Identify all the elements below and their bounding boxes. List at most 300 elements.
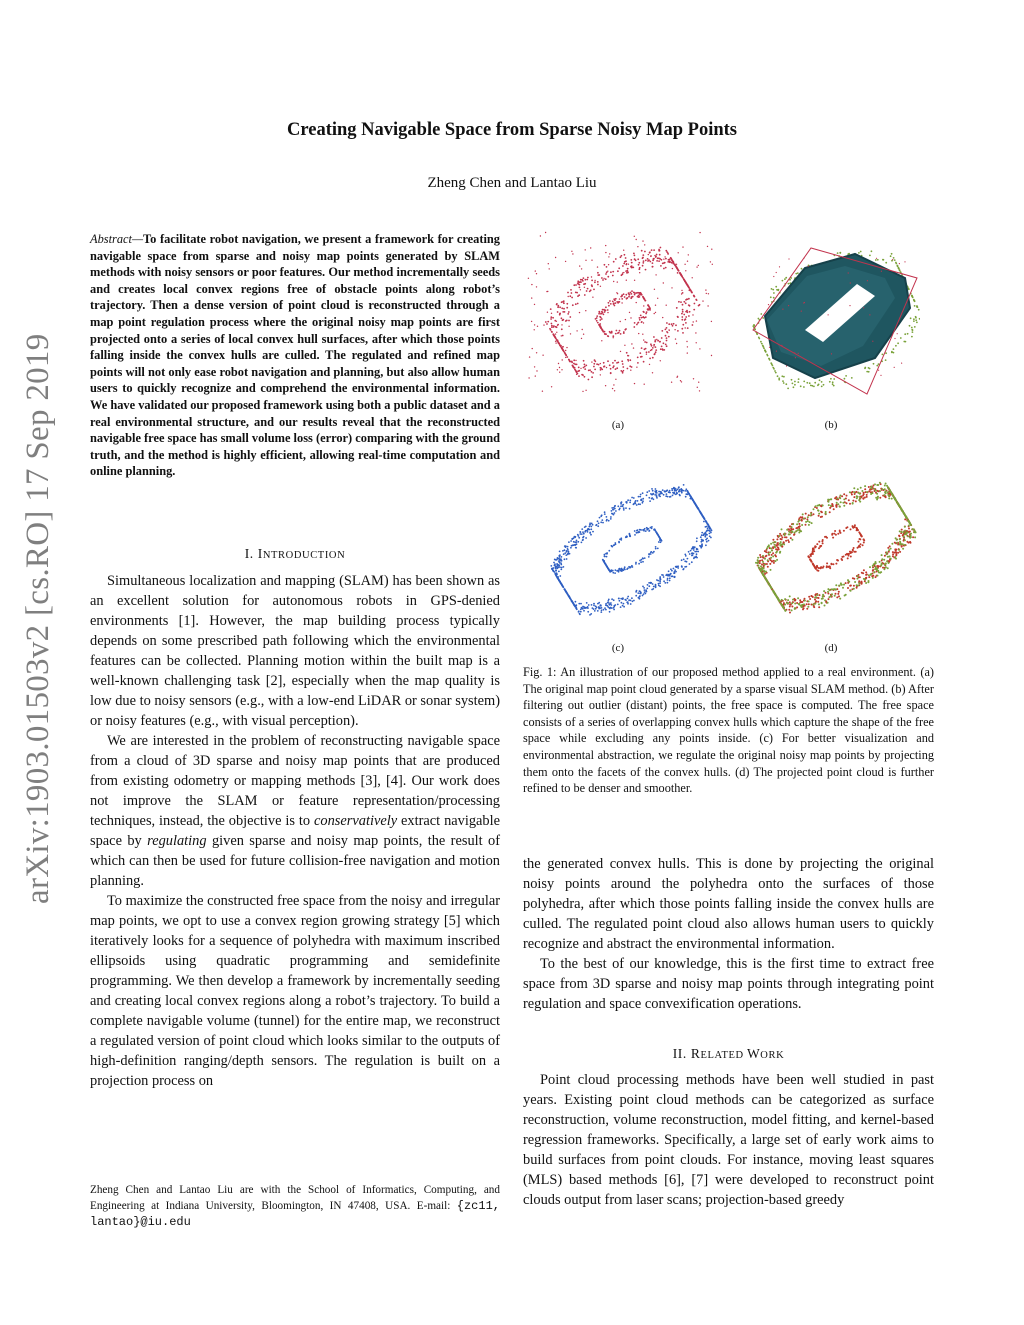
point-cloud-dot [659,493,661,495]
point-cloud-dot [558,579,560,581]
point-cloud-dot [633,600,635,602]
point-cloud-dot [762,555,764,557]
point-cloud-dot [691,555,693,557]
point-cloud-dot [528,377,529,378]
point-cloud-dot [570,547,572,549]
point-cloud-dot [546,323,548,325]
point-cloud-dot [556,559,558,561]
point-cloud-dot [881,271,882,272]
point-cloud-dot [614,360,616,362]
point-cloud-dot [843,584,845,586]
point-cloud-dot [550,308,552,310]
figure-1d-refined-points [748,470,923,620]
point-cloud-dot [882,567,884,569]
point-cloud-dot [783,376,785,378]
point-cloud-dot [828,566,830,568]
point-cloud-dot [646,494,648,496]
point-cloud-dot [703,521,705,523]
point-cloud-dot [576,374,577,375]
point-cloud-dot [636,292,638,294]
point-cloud-dot [610,516,612,518]
point-cloud-dot [626,501,628,503]
point-cloud-dot [597,272,599,274]
point-cloud-dot [660,265,662,267]
point-cloud-dot [876,365,878,367]
point-cloud-dot [612,271,614,273]
point-cloud-dot [591,260,592,261]
point-cloud-dot [604,264,606,266]
point-cloud-dot [693,553,695,555]
point-cloud-dot [629,365,631,367]
point-cloud-dot [603,278,604,279]
point-cloud-dot [775,555,777,557]
point-cloud-dot [662,317,663,318]
point-cloud-dot [672,495,674,497]
point-cloud-dot [821,602,823,604]
point-cloud-dot [890,548,892,550]
point-cloud-dot [904,539,906,541]
right-paragraph-2: To the best of our knowledge, this is the first time to extract free space from 3D sparse and noisy map points through integrating point regulation and space convexification operations. [523,956,934,1012]
point-cloud-dot [565,261,566,262]
point-cloud-dot [857,575,859,577]
point-cloud-dot [601,277,603,279]
point-cloud-dot [898,549,900,551]
point-cloud-dot [597,322,599,324]
point-cloud-dot [894,259,896,261]
point-cloud-dot [631,262,633,264]
point-cloud-dot [805,521,807,523]
point-cloud-dot [712,264,713,265]
point-cloud-dot [875,566,877,568]
point-cloud-dot [822,598,824,600]
point-cloud-dot [668,570,670,572]
point-cloud-dot [788,609,790,611]
point-cloud-dot [708,525,710,527]
point-cloud-dot [665,329,667,331]
point-cloud-dot [657,340,658,341]
point-cloud-dot [910,317,912,319]
point-cloud-dot [614,512,616,514]
point-cloud-dot [850,556,852,558]
point-cloud-dot [562,301,564,303]
point-cloud-dot [785,383,787,385]
point-cloud-dot [776,272,777,273]
point-cloud-dot [902,548,904,550]
point-cloud-dot [561,324,562,325]
point-cloud-dot [768,584,770,586]
point-cloud-dot [880,375,881,376]
point-cloud-dot [827,602,829,604]
point-cloud-dot [890,255,892,257]
point-cloud-dot [584,364,586,366]
point-cloud-dot [904,544,906,546]
point-cloud-dot [628,360,629,361]
point-cloud-dot [578,370,580,372]
point-cloud-dot [906,541,908,543]
point-cloud-dot [910,524,912,526]
point-cloud-dot [893,348,895,350]
point-cloud-dot [663,282,664,283]
point-cloud-dot [891,493,893,495]
point-cloud-dot [896,542,898,544]
point-cloud-dot [770,547,772,549]
point-cloud-dot [604,365,606,367]
point-cloud-dot [614,572,616,574]
point-cloud-dot [684,566,686,568]
point-cloud-dot [643,587,645,589]
point-cloud-dot [814,566,816,568]
point-cloud-dot [897,552,899,554]
point-cloud-dot [566,307,568,309]
point-cloud-dot [685,299,687,301]
point-cloud-dot [681,490,683,492]
point-cloud-dot [662,263,664,265]
point-cloud-dot [856,497,858,499]
point-cloud-dot [685,270,686,271]
point-cloud-dot [560,564,562,566]
point-cloud-dot [584,531,586,533]
point-cloud-dot [830,595,832,597]
point-cloud-dot [610,372,612,374]
point-cloud-dot [852,527,854,529]
point-cloud-dot [707,527,709,529]
point-cloud-dot [806,518,808,520]
point-cloud-dot [551,313,552,314]
point-cloud-dot [822,596,824,598]
point-cloud-dot [558,342,559,343]
point-cloud-dot [554,563,556,565]
point-cloud-dot [611,332,613,334]
point-cloud-dot [663,576,665,578]
point-cloud-dot [771,550,773,552]
point-cloud-dot [833,508,835,510]
point-cloud-dot [641,529,643,531]
point-cloud-dot [683,279,685,281]
point-cloud-dot [621,360,623,362]
point-cloud-dot [853,585,855,587]
point-cloud-dot [894,497,896,499]
point-cloud-dot [628,355,629,356]
point-cloud-dot [535,270,536,271]
point-cloud-dot [607,312,608,313]
point-cloud-dot [571,361,573,363]
point-cloud-dot [608,520,610,522]
point-cloud-dot [852,491,854,493]
point-cloud-dot [916,322,918,324]
point-cloud-dot [585,537,587,539]
point-cloud-dot [614,390,615,391]
point-cloud-dot [683,568,685,570]
point-cloud-dot [599,319,601,321]
point-cloud-dot [622,273,624,275]
point-cloud-dot [904,333,906,335]
point-cloud-dot [762,317,764,319]
point-cloud-dot [660,541,662,543]
point-cloud-dot [534,304,535,305]
point-cloud-dot [858,580,860,582]
point-cloud-dot [643,593,645,595]
point-cloud-dot [570,289,572,291]
point-cloud-dot [634,255,636,257]
point-cloud-dot [644,589,646,591]
point-cloud-dot [899,263,900,264]
point-cloud-dot [636,324,638,326]
point-cloud-dot [650,551,652,553]
point-cloud-dot [671,570,673,572]
point-cloud-dot [531,321,532,322]
point-cloud-dot [636,367,637,368]
point-cloud-dot [651,249,653,251]
point-cloud-dot [781,375,783,377]
point-cloud-dot [804,598,806,600]
point-cloud-dot [559,551,561,553]
point-cloud-dot [631,297,632,298]
point-cloud-dot [683,314,685,316]
point-cloud-dot [839,495,841,497]
point-cloud-dot [555,341,556,342]
point-cloud-dot [707,523,709,525]
point-cloud-dot [655,492,657,494]
point-cloud-dot [659,581,661,583]
point-cloud-dot [646,354,647,355]
point-cloud-dot [905,341,907,343]
point-cloud-dot [781,543,783,545]
point-cloud-dot [769,563,771,565]
point-cloud-dot [846,495,848,497]
point-cloud-dot [860,251,862,253]
point-cloud-dot [892,555,894,557]
point-cloud-dot [865,574,867,576]
point-cloud-dot [871,486,873,488]
point-cloud-dot [674,492,676,494]
point-cloud-dot [804,257,805,258]
point-cloud-dot [907,535,909,537]
point-cloud-dot [772,365,774,367]
point-cloud-dot [594,361,596,363]
point-cloud-dot [852,549,854,551]
point-cloud-dot [909,541,911,543]
point-cloud-dot [650,493,652,495]
point-cloud-dot [679,273,681,275]
point-cloud-dot [778,535,780,537]
point-cloud-dot [630,292,632,294]
point-cloud-dot [769,359,771,361]
point-cloud-dot [638,333,639,334]
point-cloud-dot [613,544,615,546]
point-cloud-dot [597,520,599,522]
point-cloud-dot [568,551,570,553]
point-cloud-dot [853,496,855,498]
point-cloud-dot [760,556,762,558]
point-cloud-dot [853,588,855,590]
point-cloud-dot [817,505,819,507]
point-cloud-dot [625,257,627,259]
point-cloud-dot [771,288,773,290]
point-cloud-dot [835,584,837,586]
section-heading-introduction: I. INTRODUCTION [244,546,346,561]
point-cloud-dot [697,551,699,553]
point-cloud-dot [677,330,679,332]
point-cloud-dot [791,602,793,604]
point-cloud-dot [883,559,885,561]
point-cloud-dot [792,523,794,525]
point-cloud-dot [620,502,622,504]
point-cloud-dot [802,513,804,515]
point-cloud-dot [595,524,597,526]
point-cloud-dot [853,578,855,580]
point-cloud-dot [693,295,695,297]
point-cloud-dot [784,533,786,535]
point-cloud-dot [675,494,677,496]
point-cloud-dot [903,536,905,538]
point-cloud-dot [866,496,868,498]
point-cloud-dot [587,277,589,279]
point-cloud-dot [850,282,851,283]
point-cloud-dot [829,381,831,383]
point-cloud-dot [784,610,786,612]
point-cloud-dot [619,330,621,332]
point-cloud-dot [821,511,823,513]
point-cloud-dot [578,537,580,539]
point-cloud-dot [639,272,640,273]
point-cloud-dot [679,495,681,497]
point-cloud-dot [832,563,834,565]
point-cloud-dot [773,562,775,564]
point-cloud-dot [652,490,654,492]
point-cloud-dot [628,292,630,294]
point-cloud-dot [817,601,819,603]
point-cloud-dot [887,556,889,558]
point-cloud-dot [780,541,782,543]
point-cloud-dot [674,569,676,571]
point-cloud-dot [815,546,817,548]
point-cloud-dot [792,528,794,530]
point-cloud-dot [582,280,584,282]
point-cloud-dot [564,589,566,591]
point-cloud-dot [836,506,838,508]
point-cloud-dot [640,315,642,317]
point-cloud-dot [637,322,638,323]
point-cloud-dot [623,272,624,273]
point-cloud-dot [848,581,850,583]
point-cloud-dot [550,565,552,567]
point-cloud-dot [671,489,673,491]
point-cloud-dot [842,502,844,504]
point-cloud-dot [663,494,665,496]
point-cloud-dot [798,517,800,519]
point-cloud-dot [898,267,900,269]
point-cloud-dot [885,490,887,492]
point-cloud-dot [818,597,820,599]
point-cloud-dot [687,346,688,347]
point-cloud-dot [623,606,625,608]
point-cloud-dot [703,534,705,536]
point-cloud-dot [578,603,580,605]
point-cloud-dot [631,290,633,292]
point-cloud-dot [836,498,838,500]
point-cloud-dot [710,528,712,530]
point-cloud-dot [586,290,588,292]
point-cloud-dot [673,568,675,570]
point-cloud-dot [618,569,620,571]
point-cloud-dot [849,305,850,306]
point-cloud-dot [788,541,790,543]
point-cloud-dot [774,546,776,548]
point-cloud-dot [678,487,680,489]
point-cloud-dot [902,543,904,545]
point-cloud-dot [863,492,865,494]
point-cloud-dot [852,500,854,502]
point-cloud-dot [593,363,595,365]
point-cloud-dot [565,357,566,358]
point-cloud-dot [773,368,775,370]
point-cloud-dot [831,593,833,595]
point-cloud-dot [559,575,561,577]
point-cloud-dot [907,532,909,534]
point-cloud-dot [682,304,684,306]
point-cloud-dot [794,608,796,610]
point-cloud-dot [696,537,698,539]
point-cloud-dot [587,531,589,533]
point-cloud-dot [899,535,901,537]
point-cloud-dot [781,528,783,530]
point-cloud-dot [700,513,702,515]
point-cloud-dot [628,566,630,568]
point-cloud-dot [558,571,560,573]
point-cloud-dot [782,380,784,382]
point-cloud-dot [627,499,629,501]
point-cloud-dot [608,256,609,257]
point-cloud-dot [595,605,597,607]
point-cloud-dot [597,610,599,612]
point-cloud-dot [583,610,585,612]
point-cloud-dot [555,567,557,569]
point-cloud-dot [581,542,583,544]
point-cloud-dot [876,493,878,495]
point-cloud-dot [613,507,615,509]
point-cloud-dot [823,384,825,386]
point-cloud-dot [650,343,652,345]
point-cloud-dot [646,588,648,590]
point-cloud-dot [869,566,871,568]
point-cloud-dot [652,347,654,349]
point-cloud-dot [628,264,629,265]
point-cloud-dot [869,255,871,257]
point-cloud-dot [860,487,862,489]
point-cloud-dot [634,534,636,536]
point-cloud-dot [583,533,585,535]
point-cloud-dot [648,305,650,307]
point-cloud-dot [594,280,595,281]
point-cloud-dot [673,488,675,490]
point-cloud-dot [847,553,849,555]
point-cloud-dot [680,380,681,381]
point-cloud-dot [792,599,794,601]
point-cloud-dot [598,324,600,326]
point-cloud-dot [645,530,647,532]
point-cloud-dot [876,499,878,501]
point-cloud-dot [772,552,774,554]
point-cloud-dot [808,266,809,267]
point-cloud-dot [591,376,593,378]
point-cloud-dot [830,505,832,507]
point-cloud-dot [830,378,832,380]
point-cloud-dot [608,604,610,606]
point-cloud-dot [801,606,803,608]
point-cloud-dot [691,561,693,563]
point-cloud-dot [763,568,765,570]
point-cloud-dot [806,603,808,605]
